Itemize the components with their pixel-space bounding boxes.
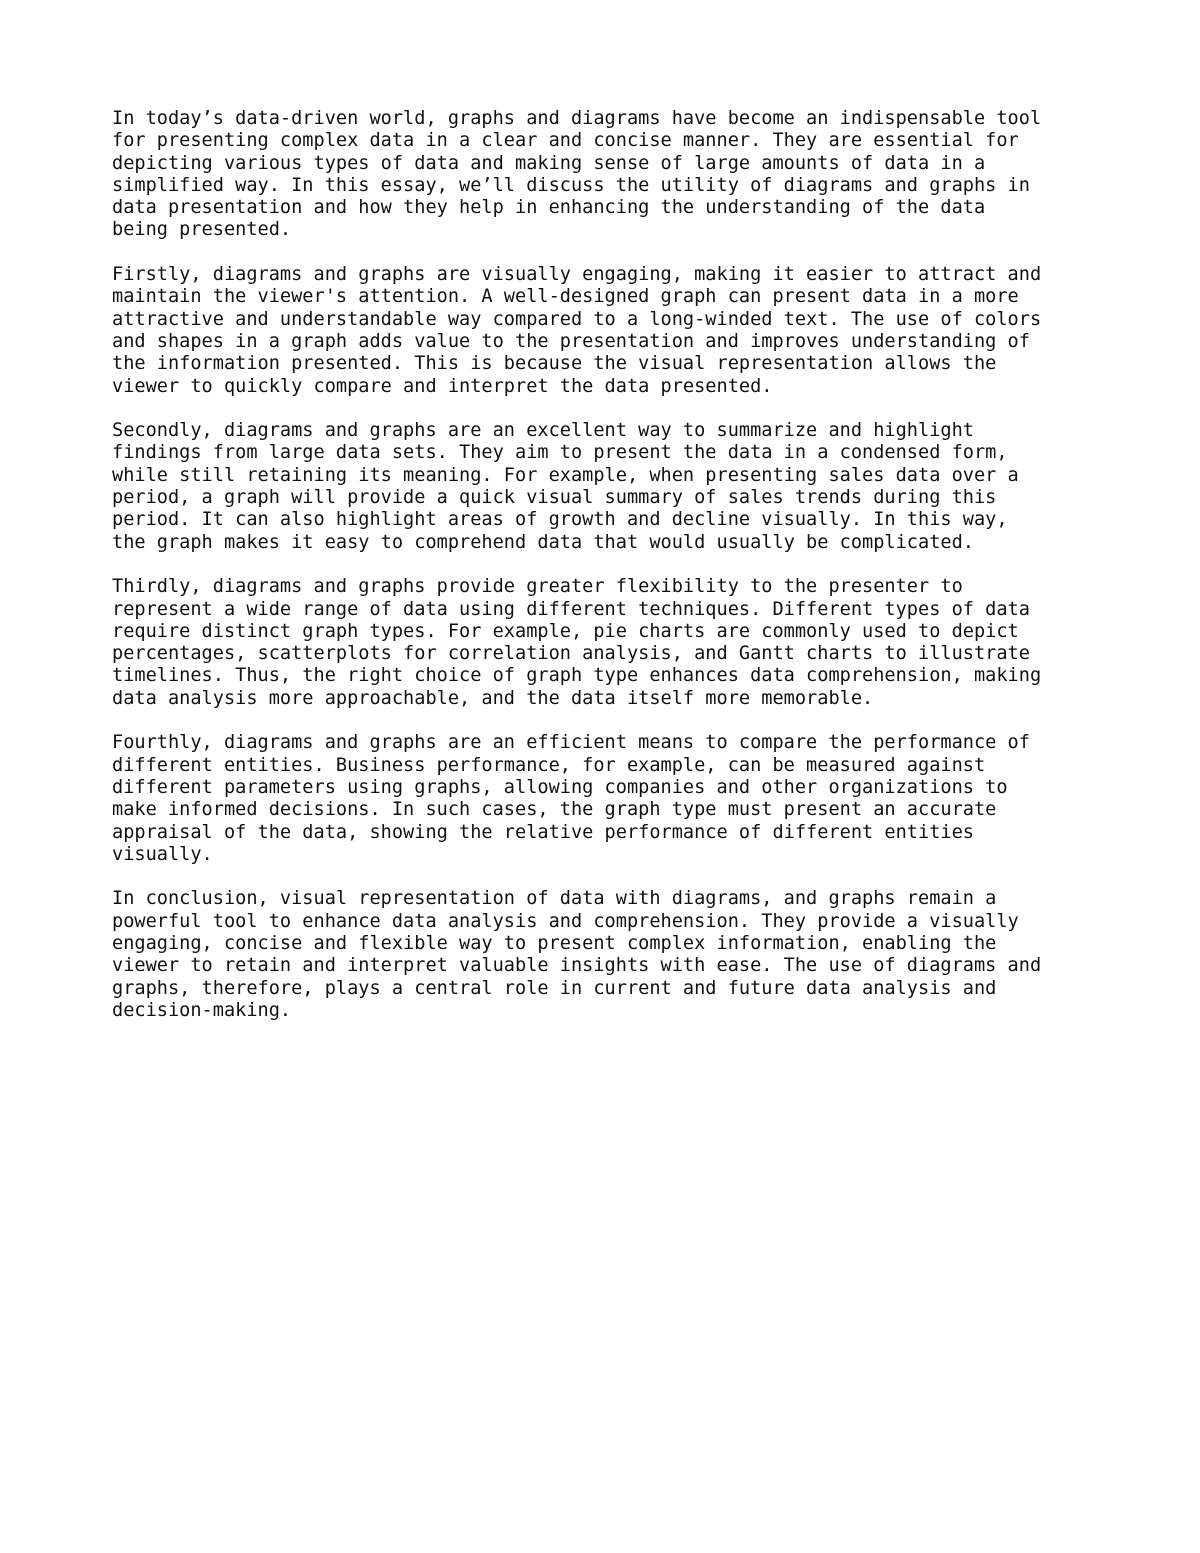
paragraph-thirdly: Thirdly, diagrams and graphs provide greater flexibility to the presenter to represent a wide range of data using different techniques. Different types of data require distinct graph types. For example, pie charts are commonly used to depict percentages, scatterplots for correlation analysis, and Gantt charts to illustrate timelines. Thus, the right choice of graph type enhances data comprehension, making data analysis more approachable, and the data itself more memorable. — [112, 576, 1042, 709]
paragraph-secondly: Secondly, diagrams and graphs are an excellent way to summarize and highlight findings from large data sets. They aim to present the data in a condensed form, while still retaining its meaning. For example, when presenting sales data over a period, a graph will provide a quick visual summary of sales trends during this period. It can also highlight areas of growth and decline visually. In this way, the graph makes it easy to comprehend data that would usually be complicated. — [112, 420, 1019, 553]
paragraph-fourthly: Fourthly, diagrams and graphs are an efficient means to compare the performance of different entities. Business performance, for example, can be measured against different parameters using graphs, allowing companies and other organizations to make informed decisions. In such cases, the graph type must present an accurate appraisal of the data, showing the relative performance of different entities visually. — [112, 732, 1030, 865]
essay-body — [112, 108, 1112, 1044]
paragraph-firstly: Firstly, diagrams and graphs are visually engaging, making it easier to attract and maintain the viewer's attention. A well-designed graph can present data in a more attractive and understandable way compared to a long-winded text. The use of colors and shapes in a graph adds value to the presentation and improves understanding of the information presented. This is because the visual representation allows the viewer to quickly compare and interpret the data presented. — [112, 264, 1042, 397]
paragraph-conclusion: In conclusion, visual representation of data with diagrams, and graphs remain a powerful tool to enhance data analysis and comprehension. They provide a visually engaging, concise and flexible way to present complex information, enabling the viewer to retain and interpret valuable insights with ease. The use of diagrams and graphs, therefore, plays a central role in current and future data analysis and decision-making. — [112, 888, 1042, 1021]
paragraph-intro: In today’s data-driven world, graphs and diagrams have become an indispensable tool for presenting complex data in a clear and concise manner. They are essential for depicting various types of data and making sense of large amounts of data in a simplified way. In this essay, we’ll discuss the utility of diagrams and graphs in data presentation and how they help in enhancing the understanding of the data being presented. — [112, 108, 1042, 241]
